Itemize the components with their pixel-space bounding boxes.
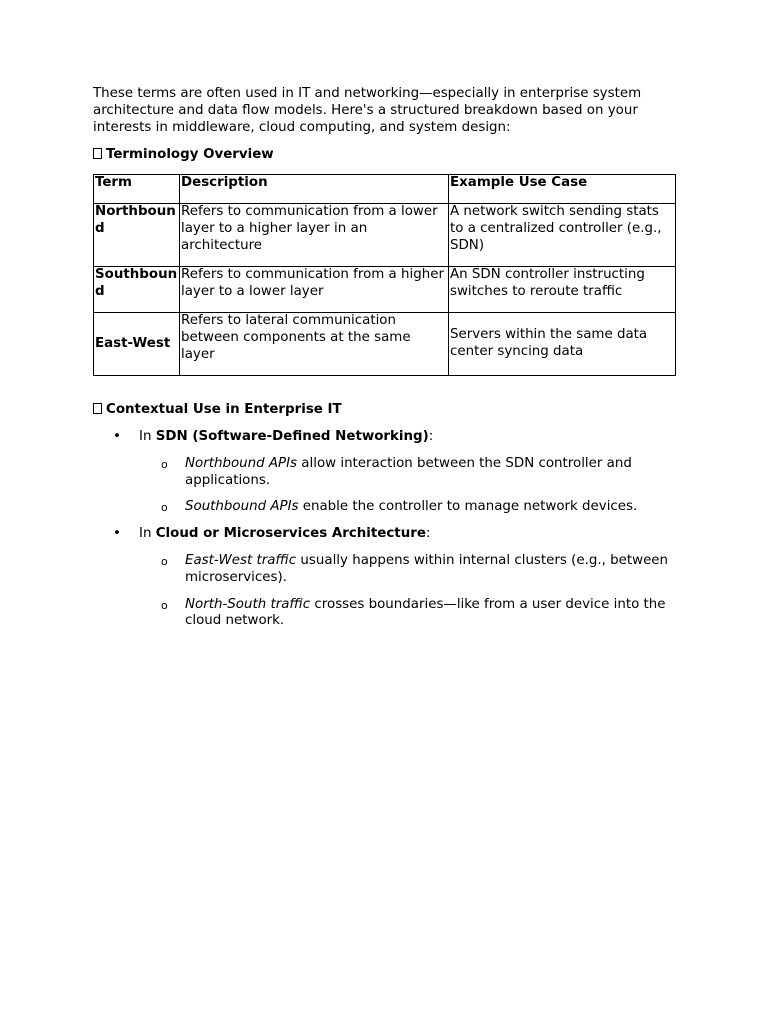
row-description: Refers to communication from a lower layer to a higher layer in an architecture <box>180 204 449 267</box>
missing-glyph-icon <box>93 403 102 414</box>
table-row <box>94 267 676 313</box>
row-description: Refers to lateral communication between components at the same layer <box>180 313 449 376</box>
header-example: Example Use Case <box>449 175 676 204</box>
row-example: An SDN controller instructing switches to reroute traffic <box>449 267 676 313</box>
table-row <box>94 313 676 376</box>
item-suffix: : <box>428 428 434 444</box>
list-item <box>139 499 675 516</box>
sub-list <box>139 553 675 630</box>
header-term: Term <box>94 175 180 204</box>
sub-bullet-icon: o <box>161 554 168 568</box>
context-list <box>93 429 675 630</box>
row-example: Servers within the same data center syncing data <box>449 313 676 376</box>
bullet-icon: • <box>113 428 121 444</box>
bullet-icon: • <box>113 526 121 542</box>
terminology-table <box>93 174 676 376</box>
list-item <box>139 597 675 631</box>
list-item <box>93 429 675 516</box>
item-prefix: In <box>139 428 156 444</box>
item-bold: SDN (Software-Defined Networking) <box>155 428 429 444</box>
sub-item-text: crosses boundaries—like from a user device into the cloud network. <box>185 596 666 629</box>
list-item <box>139 553 675 587</box>
item-bold: Cloud or Microservices Architecture <box>155 526 426 542</box>
table-row <box>94 204 676 267</box>
sub-item-text: usually happens within internal clusters (e.g., between microservices). <box>185 552 669 585</box>
sub-bullet-icon: o <box>161 501 168 515</box>
sub-item-text: enable the controller to manage network devices. <box>298 499 638 515</box>
sub-bullet-icon: o <box>161 457 168 471</box>
sub-item-italic: Southbound APIs <box>185 499 299 515</box>
sub-item-text: allow interaction between the SDN controller and applications. <box>185 455 632 488</box>
missing-glyph-icon <box>93 148 102 159</box>
list-item <box>93 526 675 630</box>
row-example: A network switch sending stats to a centralized controller (e.g., SDN) <box>449 204 676 267</box>
item-suffix: : <box>425 526 431 542</box>
intro-paragraph: These terms are often used in IT and networking—especially in enterprise system architecture and data flow models. Here's a structured breakdown based on your interests in middleware, cloud computing, and system design: <box>93 86 642 135</box>
row-term: Northbound <box>94 204 180 267</box>
list-item <box>139 456 675 490</box>
sub-item-italic: North-South traffic <box>185 596 311 612</box>
sub-list <box>139 456 675 516</box>
row-term: East-West <box>94 313 180 376</box>
row-description: Refers to communication from a higher layer to a lower layer <box>180 267 449 313</box>
terminology-heading-text: Terminology Overview <box>106 147 274 163</box>
document-content <box>93 86 675 640</box>
row-term: Southbound <box>94 267 180 313</box>
terminology-heading <box>93 147 675 164</box>
sub-bullet-icon: o <box>161 598 168 612</box>
sub-item-italic: East-West traffic <box>185 552 297 568</box>
contextual-heading <box>93 402 675 419</box>
table-header-row <box>94 175 676 204</box>
sub-item-italic: Northbound APIs <box>185 455 298 471</box>
header-description: Description <box>180 175 449 204</box>
contextual-heading-text: Contextual Use in Enterprise IT <box>106 402 342 418</box>
item-prefix: In <box>139 526 156 542</box>
